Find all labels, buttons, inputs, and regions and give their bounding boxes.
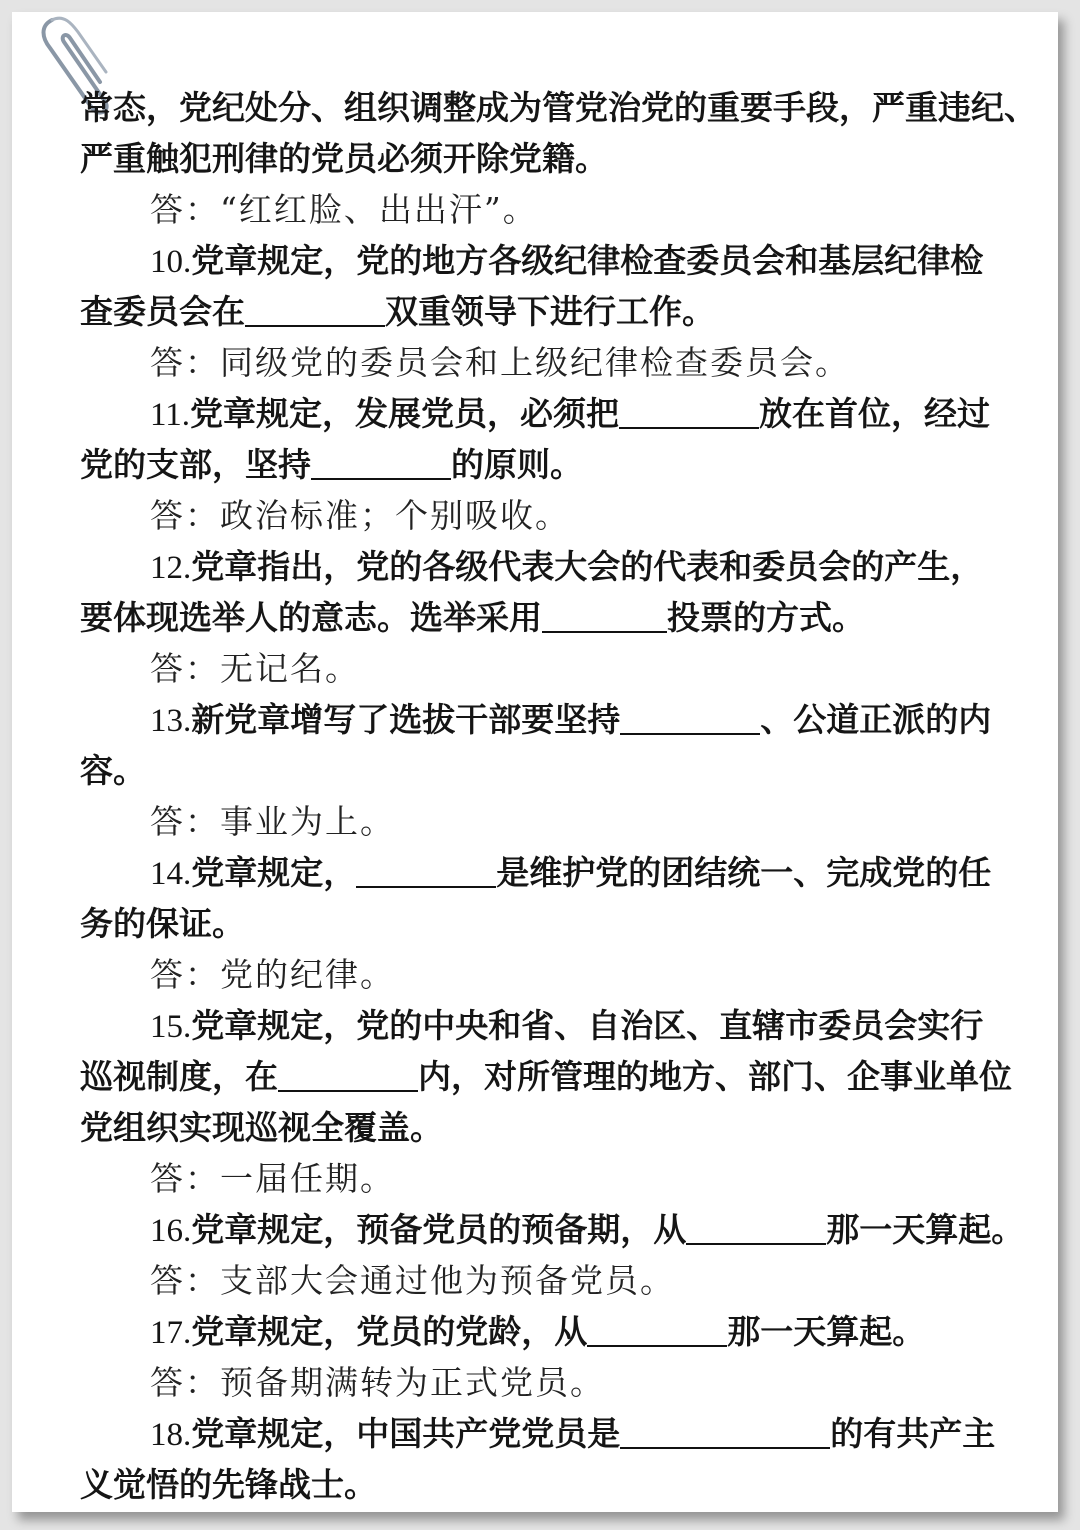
answer-line: 答：同级党的委员会和上级纪律检查委员会。 (150, 343, 850, 382)
question-text: 党章规定，发展党员，必须把 (190, 394, 620, 433)
question-text: 党章规定，中国共产党党员是 (191, 1414, 621, 1453)
question-line (80, 1408, 1048, 1459)
question-line (80, 541, 1048, 592)
blank-underline (245, 289, 385, 327)
answer-line: 答：“红红脸、出出汗”。 (150, 190, 538, 229)
text-line (80, 592, 1048, 643)
question-text: 党章规定，党的地方各级纪律检查委员会和基层纪律检 (191, 241, 984, 280)
question-text: 的有共产主 (830, 1414, 996, 1453)
text-line (80, 1051, 1048, 1102)
text-line: 容。 (80, 751, 146, 790)
question-line (80, 847, 1048, 898)
answer-line: 答：事业为上。 (150, 802, 395, 841)
question-text: 内，对所管理的地方、部门、企事业单位 (418, 1057, 1012, 1096)
document-page (12, 12, 1058, 1512)
question-text: 党章规定， (191, 853, 357, 892)
answer-line: 答：预备期满转为正式党员。 (150, 1363, 605, 1402)
text-line: 严重触犯刑律的党员必须开除党籍。 (80, 139, 608, 178)
question-text: 党的支部，坚持 (80, 445, 311, 484)
blank-underline (356, 850, 496, 888)
text-line: 义觉悟的先锋战士。 (80, 1465, 377, 1504)
text-line: 务的保证。 (80, 904, 245, 943)
text-line: 党组织实现巡视全覆盖。 (80, 1108, 443, 1147)
answer-line: 答：一届任期。 (150, 1159, 395, 1198)
question-line (80, 1000, 1048, 1051)
question-text: 要体现选举人的意志。选举采用 (80, 598, 542, 637)
blank-underline (620, 697, 760, 735)
question-number: 16. (150, 1213, 192, 1249)
question-line (80, 235, 1048, 286)
question-line (80, 388, 1048, 439)
question-number: 14. (150, 856, 192, 892)
question-text: 巡视制度，在 (80, 1057, 278, 1096)
blank-underline (542, 595, 667, 633)
question-text: 党章规定，预备党员的预备期，从 (191, 1210, 687, 1249)
text-line (80, 439, 1048, 490)
answer-line: 答：无记名。 (150, 649, 360, 688)
document-text (80, 82, 1048, 1510)
question-text: 新党章增写了选拔干部要坚持 (191, 700, 621, 739)
question-line (80, 694, 1048, 745)
question-text: 投票的方式。 (667, 598, 865, 637)
question-text: 党章规定，党的中央和省、自治区、直辖市委员会实行 (191, 1006, 984, 1045)
blank-underline (311, 442, 451, 480)
text-line (80, 286, 1048, 337)
blank-underline (278, 1054, 418, 1092)
blank-underline (620, 1411, 830, 1449)
question-text: 是维护党的团结统一、完成党的任 (496, 853, 992, 892)
question-number: 10. (150, 244, 192, 280)
blank-underline (686, 1207, 826, 1245)
question-number: 17. (150, 1315, 192, 1351)
blank-underline (619, 391, 759, 429)
question-text: 党章规定，党员的党龄，从 (191, 1312, 588, 1351)
question-number: 18. (150, 1417, 192, 1453)
answer-line: 答：党的纪律。 (150, 955, 395, 994)
question-text: 那一天算起。 (826, 1210, 1025, 1249)
question-text: 的原则。 (451, 445, 583, 484)
question-line (80, 1204, 1048, 1255)
answer-line: 答：支部大会通过他为预备党员。 (150, 1261, 675, 1300)
text-line: 常态，党纪处分、组织调整成为管党治党的重要手段，严重违纪、 (80, 88, 1037, 127)
answer-line: 答：政治标准；个别吸收。 (150, 496, 570, 535)
question-line (80, 1306, 1048, 1357)
question-number: 11. (150, 397, 191, 433)
question-text: 那一天算起。 (727, 1312, 926, 1351)
question-text: 放在首位，经过 (759, 394, 991, 433)
question-text: 、公道正派的内 (760, 700, 992, 739)
question-number: 12. (150, 550, 192, 586)
question-text: 双重领导下进行工作。 (385, 292, 715, 331)
question-number: 15. (150, 1009, 192, 1045)
question-text: 查委员会在 (80, 292, 245, 331)
question-text: 党章指出，党的各级代表大会的代表和委员会的产生， (191, 547, 984, 586)
question-number: 13. (150, 703, 192, 739)
blank-underline (587, 1309, 727, 1347)
